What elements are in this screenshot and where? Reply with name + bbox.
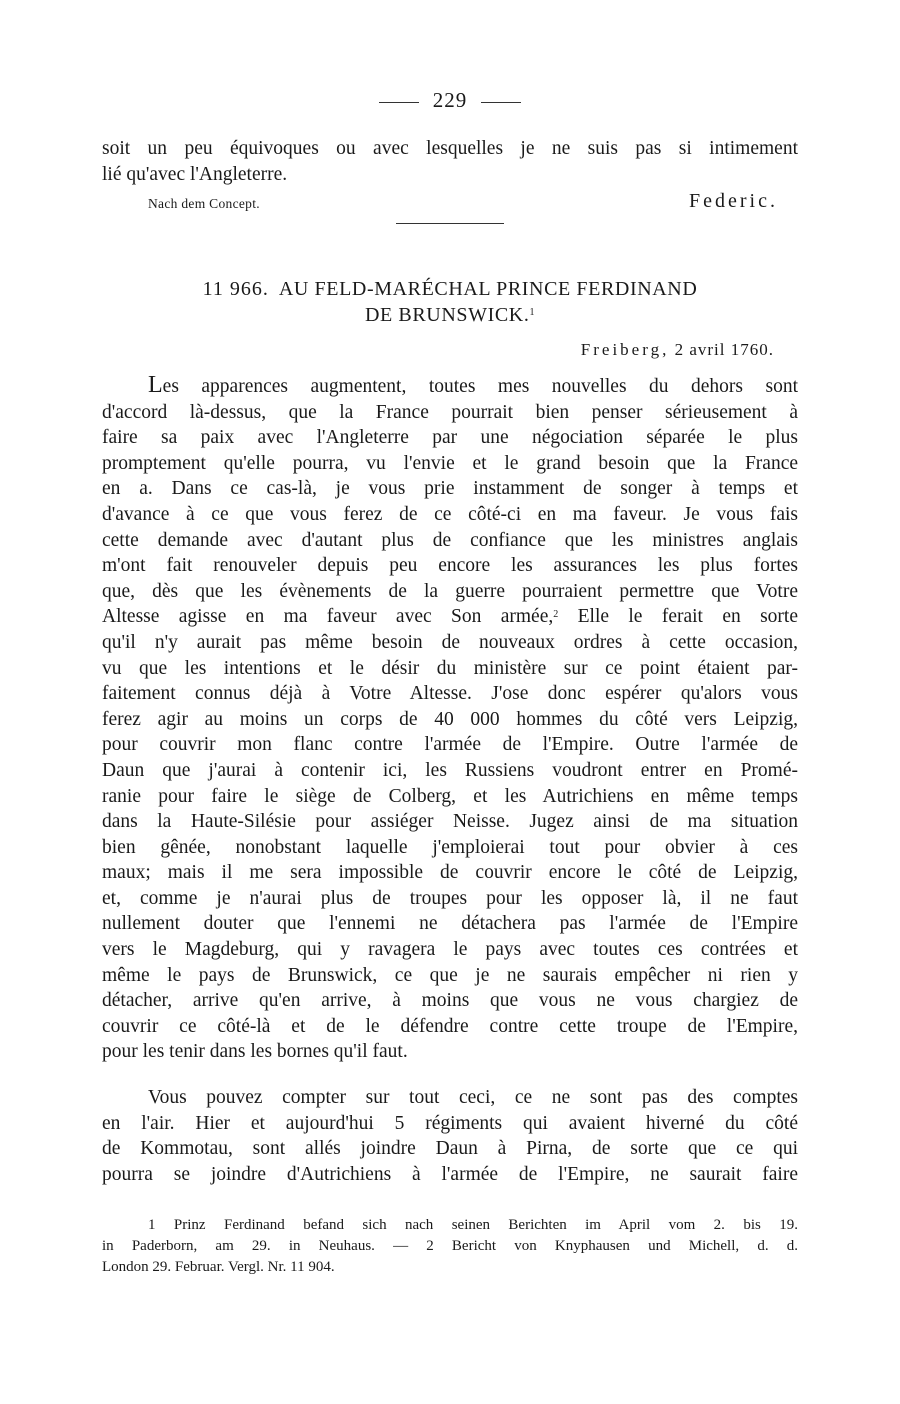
header-dash-left bbox=[379, 102, 419, 103]
initial-letter: L bbox=[148, 372, 163, 398]
letter-number: 11 966. bbox=[202, 278, 269, 300]
paragraph-line: Vous pouvez compter sur tout ceci, ce ne sont pas des comptes bbox=[148, 1087, 798, 1108]
paragraph-line: pour les tenir dans les bornes qu'il faut. bbox=[102, 1041, 408, 1063]
paragraph-line: pourra se joindre d'Autrichiens à l'armée de l'Empire, ne saurait faire bbox=[102, 1163, 798, 1185]
carryover-line: soit un peu équivoques ou avec lesquelles je ne suis pas si intimement bbox=[102, 138, 798, 159]
paragraph-line: maux; mais il me sera impossible de couvrir encore le côté de Leipzig, bbox=[102, 862, 798, 884]
date: 2 avril 1760. bbox=[674, 340, 774, 359]
paragraph-2 bbox=[102, 1085, 798, 1187]
paragraph-line: en l'air. Hier et aujourd'hui 5 régiments qui avaient hiverné du côté bbox=[102, 1112, 798, 1134]
paragraph-line: faire sa paix avec l'Angleterre par une négociation séparée le plus bbox=[102, 427, 798, 449]
line-text: Elle le ferait en sorte bbox=[577, 606, 799, 628]
paragraph-line: ferez agir au moins un corps de 40 000 hommes du côté vers Leipzig, bbox=[102, 708, 798, 730]
paragraph-line: m'ont fait renouveler depuis peu encore les assurances les plus fortes bbox=[102, 555, 798, 577]
title-line-1 bbox=[0, 276, 900, 302]
paragraph-line: même le pays de Brunswick, ce que je ne saurais empêcher ni rien y bbox=[102, 964, 798, 986]
paragraph-line: détacher, arrive qu'en arrive, à moins que vous ne vous chargiez de bbox=[102, 990, 798, 1012]
letter-title bbox=[0, 276, 900, 328]
paragraph-line: promptement qu'elle pourra, vu l'envie et le grand besoin que la France bbox=[102, 452, 798, 474]
paragraph-line: Daun que j'aurai à contenir ici, les Russiens voudront entrer en Promé- bbox=[102, 759, 798, 781]
paragraph-line: dans la Haute-Silésie pour assiéger Neisse. Jugez ainsi de ma situation bbox=[102, 811, 798, 833]
title-text-2: DE BRUNSWICK. bbox=[364, 304, 530, 326]
carryover-line: lié qu'avec l'Angleterre. bbox=[102, 163, 288, 185]
title-line-2 bbox=[0, 302, 900, 328]
footnotes bbox=[102, 1215, 798, 1278]
footnote-line: in Paderborn, am 29. in Neuhaus. — 2 Bericht von Knyphausen und Michell, d. d. bbox=[102, 1238, 798, 1254]
source-note: Nach dem Concept. bbox=[148, 196, 260, 211]
footnote-ref: 1 bbox=[529, 307, 536, 318]
paragraph-line: cette demande avec d'autant plus de confiance que les ministres anglais bbox=[102, 529, 798, 551]
place: Freiberg, bbox=[580, 340, 670, 359]
line-text: es apparences augmentent, toutes mes nouvelles du dehors sont bbox=[162, 376, 798, 397]
page-number: 229 bbox=[432, 88, 468, 112]
line-text: Altesse agisse en ma faveur avec Son armée, bbox=[102, 606, 554, 628]
carryover-text bbox=[102, 136, 798, 187]
paragraph-line: d'accord là-dessus, que la France pourrait bien penser sérieusement à bbox=[102, 401, 798, 423]
title-text-1: AU FELD-MARÉCHAL PRINCE FERDINAND bbox=[278, 278, 698, 300]
paragraph-line: que, dès que les évènements de la guerre pourraient permettre que Votre bbox=[102, 580, 798, 602]
place-date bbox=[581, 340, 774, 360]
paragraph-line: couvrir ce côté-là et de le défendre contre cette troupe de l'Empire, bbox=[102, 1015, 798, 1037]
paragraph-line bbox=[102, 373, 798, 400]
paragraph-line: d'avance à ce que vous ferez de ce côté-ci en ma faveur. Je vous fais bbox=[102, 503, 798, 525]
header-dash-right bbox=[481, 102, 521, 103]
paragraph-line: de Kommotau, sont allés joindre Daun à Pirna, de sorte que ce qui bbox=[102, 1138, 798, 1160]
paragraph-line: vers le Magdeburg, qui y ravagera le pays avec toutes ces contrées et bbox=[102, 939, 798, 961]
signature: Federic. bbox=[689, 190, 778, 212]
section-divider bbox=[396, 223, 504, 224]
paragraph-line: qu'il n'y aurait pas même besoin de nouveaux ordres à cette occasion, bbox=[102, 631, 798, 653]
paragraph-line: et, comme je n'aurai plus de troupes pour les opposer là, il ne faut bbox=[102, 887, 798, 909]
footnote-line: London 29. Februar. Vergl. Nr. 11 904. bbox=[102, 1259, 335, 1275]
footnote-ref: 2 bbox=[553, 609, 559, 621]
page-header bbox=[0, 88, 900, 113]
paragraph-line bbox=[102, 604, 798, 630]
paragraph-line: pour couvrir mon flanc contre l'armée de l'Empire. Outre l'armée de bbox=[102, 734, 798, 756]
paragraph-line: faitement connus déjà à Votre Altesse. J'ose donc espérer qu'alors vous bbox=[102, 683, 798, 705]
paragraph-line: ranie pour faire le siège de Colberg, et les Autrichiens en même temps bbox=[102, 785, 798, 807]
paragraph-1 bbox=[102, 373, 798, 1065]
paragraph-line: nullement douter que l'ennemi ne détachera pas l'armée de l'Empire bbox=[102, 913, 798, 935]
signoff bbox=[102, 190, 778, 214]
paragraph-line: bien gênée, nonobstant laquelle j'emploierai tout pour obvier à ces bbox=[102, 836, 798, 858]
paragraph-line: vu que les intentions et le désir du ministère sur ce point étaient par- bbox=[102, 657, 798, 679]
footnote-line: 1 Prinz Ferdinand befand sich nach seinen Berichten im April vom 2. bis 19. bbox=[148, 1217, 798, 1233]
paragraph-line: en a. Dans ce cas-là, je vous prie instamment de songer à temps et bbox=[102, 478, 798, 500]
